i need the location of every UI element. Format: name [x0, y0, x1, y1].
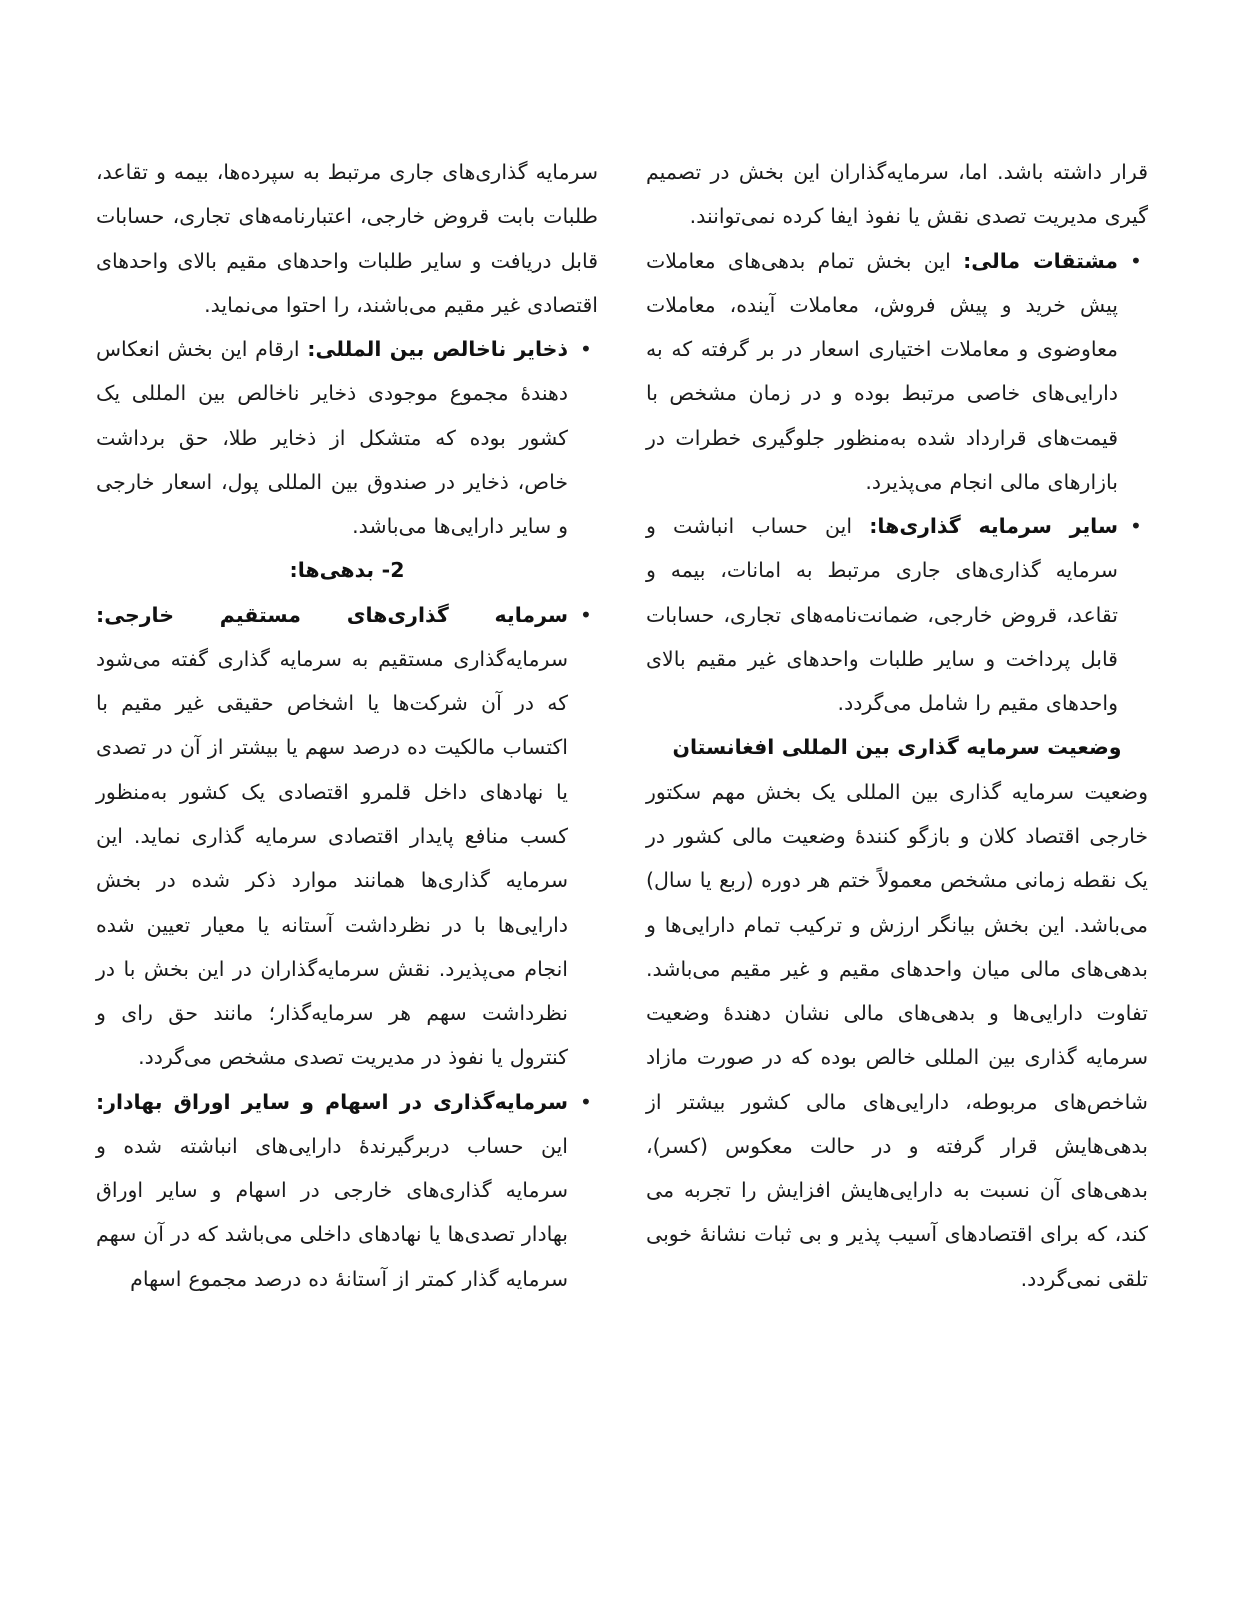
bullet-point-icon: •	[579, 1089, 592, 1114]
bullet-foreign-direct-investment-lead: سرمایه گذاری‌های مستقیم خارجی:	[96, 602, 568, 627]
paragraph-investors-continuation: قرار داشته باشد. اما، سرمایه‌گذاران این بخش در تصمیم گیری مدیریت تصدی نقش یا نفوذ ایفا کرده نمی‌توانند.	[646, 160, 1148, 229]
bullet-other-investments-text	[646, 504, 1118, 725]
bullet-gross-international-reserves-lead: ذخایر ناخالص بین المللی:	[307, 337, 568, 362]
bullet-foreign-direct-investment	[96, 593, 598, 1080]
bullet-equity-and-securities-investment-lead: سرمایه‌گذاری در اسهام و سایر اوراق بهادار:	[96, 1089, 568, 1114]
bullet-point-icon: •	[1129, 514, 1142, 539]
bullet-point-icon: •	[1129, 248, 1142, 273]
bullet-financial-derivatives-text	[646, 239, 1118, 505]
paragraph-iip-description: وضعیت سرمایه گذاری بین المللی یک بخش مهم سکتور خارجی اقتصاد کلان و بازگو کنندهٔ وضعیت مالی کشور در یک نقطه زمانی مشخص معمولاً ختم هر دوره (ربع یا سال) می‌باشد. این بخش بیانگر ارزش و ترکیب تمام دارایی‌ها و بدهی‌های مالی میان واحدهای مقیم و غیر مقیم می‌باشد. تفاوت دارایی‌ها و بدهی‌های مالی نشان دهندهٔ وضعیت سرمایه گذاری بین المللی خالص بوده که در صورت مازاد شاخص‌های مربوطه، دارایی‌های مالی کشور بیشتر از بدهی‌هایش قرار گرفته و در حالت معکوس (کسر)، بدهی‌های آن نسبت به دارایی‌هایش افزایش را تجربه می کند، که برای اقتصادهای آسیب پذیر و بی ثبات نشانهٔ خوبی تلقی نمی‌گردد.	[646, 779, 1148, 1291]
bullet-other-investments-lead: سایر سرمایه گذاری‌ها:	[869, 514, 1118, 539]
column-left	[646, 150, 1148, 1450]
bullet-equity-and-securities-investment-text	[96, 1080, 568, 1301]
bullet-financial-derivatives-body: این بخش تمام بدهی‌های معاملات پیش خرید و پیش فروش، معاملات آینده، معاملات معاوضوی و معاملات اختیاری اسعار در بر گرفته که به دارایی‌های خاصی مرتبط بوده و در زمان مشخص با قیمت‌های قرارداد شده به‌منظور جلوگیری خطرات در بازارهای مالی انجام می‌پذیرد.	[646, 248, 1118, 494]
heading-afghanistan-iip: وضعیت سرمایه گذاری بین المللی افغانستان	[672, 735, 1122, 760]
heading-liabilities: 2- بدهی‌ها:	[289, 558, 405, 583]
bullet-other-investments-body: این حساب انباشت و سرمایه گذاری‌های جاری مرتبط به امانات، بیمه و تقاعد، قروض خارجی، ضمانت‌نامه‌های تجاری، حسابات قابل پرداخت و سایر طلبات واحدهای غیر مقیم بالای واحدهای مقیم را شامل می‌گردد.	[646, 514, 1118, 716]
column-right	[96, 150, 598, 1450]
bullet-financial-derivatives	[646, 239, 1148, 505]
bullet-gross-international-reserves-body: ارقام این بخش انعکاس دهندهٔ مجموع موجودی ذخایر ناخالص بین المللی یک کشور بوده که متشکل از ذخایر طلا، حق برداشت خاص، ذخایر در صندوق بین المللی پول، اسعار خارجی و سایر دارایی‌ها می‌باشد.	[96, 337, 568, 539]
bullet-equity-and-securities-investment-body: این حساب دربرگیرندهٔ دارایی‌های انباشته شده و سرمایه گذاری‌های خارجی در اسهام و سایر اوراق بهادار تصدی‌ها یا نهادهای داخلی می‌باشد که در آن سهم سرمایه گذار کمتر از آستانهٔ ده درصد مجموع اسهام	[96, 1133, 568, 1291]
bullet-foreign-direct-investment-body: سرمایه‌گذاری مستقیم به سرمایه گذاری گفته می‌شود که در آن شرکت‌ها یا اشخاص حقیقی غیر مقیم با اکتساب مالکیت ده درصد سهم یا بیشتر از آن در تصدی یا نهادهای داخل قلمرو اقتصادی یک کشور به‌منظور کسب منافع پایدار اقتصادی سرمایه گذاری نماید. این سرمایه گذاری‌ها همانند موارد ذکر شده در بخش دارایی‌ها با در نظرداشت آستانه یا معیار تعیین شده انجام می‌پذیرد. نقش سرمایه‌گذاران در این بخش با در نظرداشت سهم هر سرمایه‌گذار؛ مانند حق رای و کنترول یا نفوذ در مدیریت تصدی مشخص می‌گردد.	[96, 646, 568, 1070]
bullet-point-icon: •	[579, 337, 592, 362]
bullet-foreign-direct-investment-text	[96, 593, 568, 1080]
bullet-financial-derivatives-lead: مشتقات مالی:	[963, 248, 1118, 273]
bullet-gross-international-reserves-text	[96, 327, 568, 548]
page-content-area	[96, 150, 1148, 1450]
bullet-gross-international-reserves	[96, 327, 598, 548]
bullet-equity-and-securities-investment	[96, 1080, 598, 1301]
bullet-other-investments	[646, 504, 1148, 725]
bullet-point-icon: •	[579, 602, 592, 627]
paragraph-current-investments-continuation: سرمایه گذاری‌های جاری مرتبط به سپرده‌ها، بیمه و تقاعد، طلبات بابت قروض خارجی، اعتبارنامه‌های تجاری، حسابات قابل دریافت و سایر طلبات واحدهای مقیم بالای واحدهای اقتصادی غیر مقیم می‌باشند، را احتوا می‌نماید.	[96, 160, 598, 317]
